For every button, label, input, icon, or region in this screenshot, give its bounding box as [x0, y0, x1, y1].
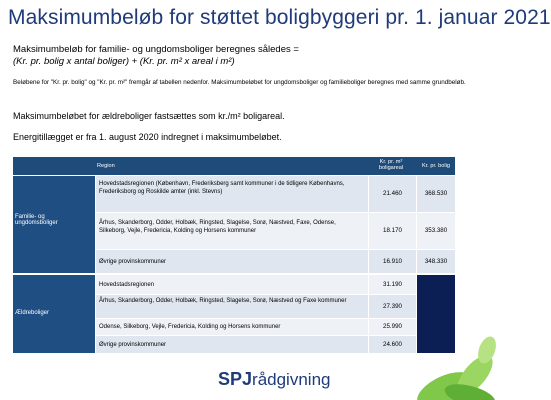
row-bolig: 348.330 — [424, 258, 448, 265]
group-aeldre-label: Ældreboliger — [15, 310, 50, 316]
row-region: Århus, Skanderborg, Odder, Holbæk, Ringsted, Slagelse, Sorø, Næstved og Faxe kommuner — [99, 298, 347, 304]
note-text: Beløbene for "Kr. pr. bolig" og "Kr. pr. m²" fremgår af tabellen nedenfor. Maksimumbeløbet for ungdomsboliger og familieboliger beregnes med samme grundbeløb. — [13, 79, 466, 86]
row-m2: 24.600 — [383, 341, 402, 348]
row-region: Odense, Silkeborg, Vejle, Fredericia, Kolding og Horsens kommuner — [99, 324, 281, 330]
formula: (Kr. pr. bolig x antal boliger) + (Kr. pr. m² x areal i m²) — [13, 56, 235, 67]
row-region: Århus, Skanderborg, Odder, Holbæk, Ringsted, Slagelse, Sorø, Næstved, Faxe, Odense, Silkeborg, Vejle, Fredericia, Kolding og Horsens kommuner — [99, 220, 336, 234]
row-m2: 31.190 — [383, 281, 402, 288]
header-bolig: Kr. pr. bolig — [422, 163, 450, 169]
row-bolig: 353.380 — [424, 227, 448, 234]
logo-spj-text: SPJ — [218, 369, 253, 389]
spj-logo — [218, 369, 330, 390]
row-m2: 27.390 — [383, 303, 402, 310]
group-aeldre — [13, 275, 95, 353]
row-region: Øvrige provinskommuner — [99, 259, 167, 265]
header-m2: Kr. pr. m² boligareal — [378, 159, 404, 171]
row-m2: 16.910 — [383, 258, 402, 265]
table-header — [13, 157, 455, 175]
row-bolig: 368.530 — [424, 190, 448, 197]
formula-intro: Maksimumbeløb for familie- og ungdomsboliger beregnes således = — [13, 44, 299, 55]
group-familie — [13, 176, 95, 273]
row-m2: 18.170 — [383, 227, 402, 234]
aeldre-text: Maksimumbeløbet for ældreboliger fastsættes som kr./m² boligareal. — [13, 111, 285, 121]
row-region: Hovedstadsregionen (København, Frederiksberg samt kommuner i de tidligere Københavns, Frederiksborg og Roskilde amter (inkl. Stevns) — [99, 181, 345, 195]
group-familie-label: Familie- og ungdomsboliger — [15, 214, 58, 226]
row-m2: 21.460 — [383, 190, 402, 197]
leaves-decoration — [375, 330, 495, 400]
energi-text: Energitillægget er fra 1. august 2020 indregnet i maksimumbeløbet. — [13, 132, 282, 142]
logo-raadgivning-text: rådgivning — [252, 370, 331, 389]
slide-title: Maksimumbeløb for støttet boligbyggeri pr. 1. januar 2021 — [8, 6, 551, 29]
row-region: Hovedstadsregionen — [99, 282, 155, 288]
row-m2: 25.990 — [383, 323, 402, 330]
price-table — [13, 157, 455, 353]
header-region: Region — [97, 163, 115, 169]
row-region: Øvrige provinskommuner — [99, 342, 167, 348]
